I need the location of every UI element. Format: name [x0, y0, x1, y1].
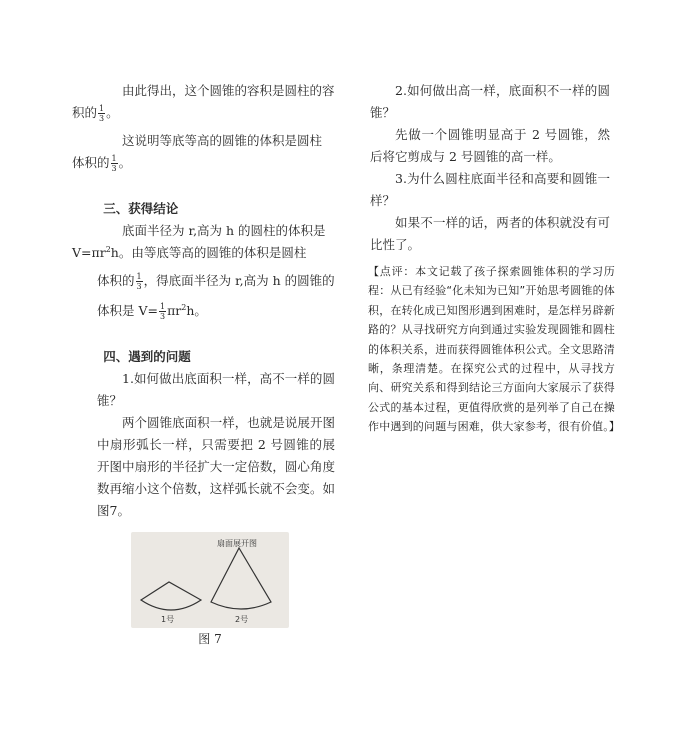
fraction [98, 104, 105, 123]
text-line [72, 154, 132, 173]
section-heading: 三、获得结论 [103, 201, 179, 216]
answer-paragraph: 两个圆锥底面积一样，也就是说展开图中扇形弧长一样，只需要把 2 号圆锥的展开图中扇形的半径扩大一定倍数，圆心角度数再缩小这个倍数，这样弧长就不会变。如图7。 [97, 415, 335, 518]
text-span: 。 [118, 155, 132, 170]
text-line [72, 245, 306, 260]
fraction [136, 272, 143, 291]
section-heading: 四、遇到的问题 [103, 349, 191, 364]
text-span: V=πr [72, 245, 106, 260]
text-line [72, 270, 335, 292]
figure-7-photo [131, 532, 289, 628]
fraction-numerator: 1 [99, 104, 105, 113]
text-span: h。由等底等高的圆锥的体积是圆柱 [110, 245, 307, 260]
fraction-numerator: 1 [111, 154, 117, 163]
text-span: 底面半径为 r,高为 h 的圆柱的体积是 [122, 223, 326, 238]
superscript: 2 [105, 244, 111, 254]
text-line: 由此得出，这个圆锥的容积是圆柱的容 [122, 83, 335, 98]
sector-1-shape [141, 582, 201, 610]
fraction-denominator: 3 [111, 164, 117, 173]
text-span: 。 [106, 105, 119, 120]
right-column [370, 80, 610, 256]
text-span: h。 [186, 303, 207, 318]
figure-title: 扇面展开图 [217, 539, 257, 548]
text-span: 体积的 [72, 155, 110, 170]
answer-2: 先做一个圆锥明显高于 2 号圆锥，然后将它剪成与 2 号圆锥的高一样。 [370, 127, 610, 164]
conclusion-paragraph [72, 80, 335, 124]
sector-1-label: 1号 [161, 615, 175, 624]
sector-2-label: 2号 [235, 615, 249, 624]
fraction-denominator: 3 [136, 282, 142, 291]
sector-2-shape [211, 548, 271, 609]
text-span: ，得底面半径为 r,高为 h 的圆锥的 [143, 273, 335, 288]
figure-caption: 图 7 [198, 632, 222, 646]
superscript: 2 [181, 302, 187, 312]
fraction-numerator: 1 [159, 302, 166, 311]
fraction-denominator: 3 [99, 114, 105, 123]
text-line [72, 104, 119, 123]
sector-drawing [131, 532, 289, 628]
fraction [111, 154, 118, 173]
question-2: 2.如何做出高一样，底面积不一样的圆锥？ [370, 83, 610, 120]
text-line: 这说明等底等高的圆锥的体积是圆柱 [122, 133, 323, 148]
explanation-paragraph [72, 130, 335, 174]
fraction-numerator: 1 [136, 272, 142, 281]
fraction [159, 302, 166, 321]
text-span: 体积的 [97, 273, 135, 288]
answer-3: 如果不一样的话，两者的体积就没有可比性了。 [370, 215, 610, 252]
text-line [72, 300, 207, 322]
fraction-denominator: 3 [159, 312, 166, 321]
editor-comment: 【点评：本文记载了孩子探索圆锥体积的学习历程：从已有经验“化未知为已知”开始思考圆锥的体积，在转化成已知图形遇到困难时，是怎样另辟新路的？从寻找研究方向到通过实验发现圆锥和圆柱的体积关系，进而获得圆锥体积公式。全文思路清晰，条理清楚。在探究公式的过程中，从寻找方向、研究关系和得到结论三方面向大家展示了获得公式的基本过程，更值得欣赏的是列举了自己在操作中遇到的问题与困难，供大家参考，很有价值。】 [368, 265, 621, 434]
text-span: 积的 [72, 105, 98, 120]
text-span: πr [167, 303, 182, 318]
text-span: 体积是 V= [97, 303, 158, 318]
question-1: 1.如何做出底面积一样，高不一样的圆锥？ [97, 371, 335, 408]
question-3: 3.为什么圆柱底面半径和高要和圆锥一样？ [370, 171, 610, 208]
